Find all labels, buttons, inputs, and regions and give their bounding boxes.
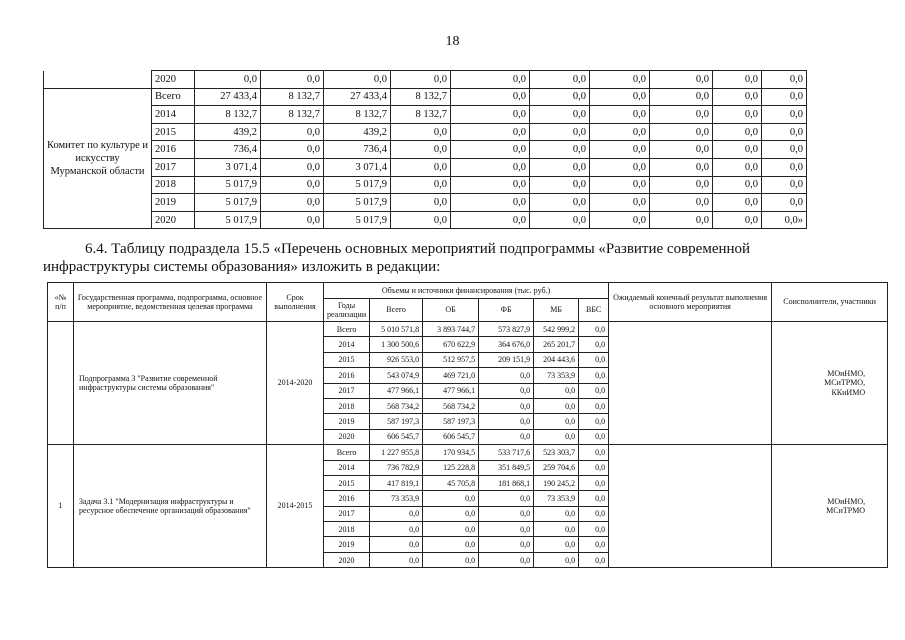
value-cell: 0,0	[451, 123, 530, 141]
value-cell: 8 132,7	[195, 106, 261, 124]
year-cell: 2015	[324, 475, 370, 490]
header-program: Государственная программа, подпрограмма, основное мероприятие, ведомственная целевая программа	[74, 283, 267, 322]
value-cell: 5 017,9	[195, 176, 261, 194]
value-cell: 0,0	[713, 88, 762, 106]
year-cell: 2014	[324, 337, 370, 352]
value-cell: 5 017,9	[324, 176, 391, 194]
value-cell: 0,0	[713, 123, 762, 141]
value-cell: 8 132,7	[391, 88, 451, 106]
header-financing: Объемы и источники финансирования (тыс. руб.)	[324, 283, 609, 299]
year-cell: Всего	[324, 445, 370, 460]
amendment-paragraph	[43, 240, 861, 276]
value-cell: 3 893 744,7	[423, 322, 479, 337]
value-cell: 351 849,5	[479, 460, 534, 475]
value-cell: 0,0	[579, 475, 609, 490]
executors-cell: МОиНМО, МСиТРМО, ККиИМО	[772, 322, 888, 445]
section-number	[48, 322, 74, 445]
value-cell: 0,0	[370, 537, 423, 552]
table-row	[44, 176, 807, 194]
year-cell: 2014	[324, 460, 370, 475]
table-row	[44, 141, 807, 159]
value-cell: 0,0	[479, 414, 534, 429]
table-row	[44, 123, 807, 141]
value-cell: 0,0	[579, 414, 609, 429]
value-cell: 0,0	[762, 88, 807, 106]
value-cell: 0,0	[195, 71, 261, 89]
value-cell: 0,0	[762, 158, 807, 176]
year-cell: 2020	[152, 71, 195, 89]
value-cell: 0,0	[762, 106, 807, 124]
value-cell: 0,0	[261, 194, 324, 212]
value-cell: 0,0	[423, 491, 479, 506]
value-cell: 0,0	[590, 211, 650, 229]
value-cell: 0,0	[590, 194, 650, 212]
year-cell: 2017	[324, 506, 370, 521]
value-cell: 0,0	[579, 445, 609, 460]
year-cell: 2014	[152, 106, 195, 124]
value-cell: 0,0	[370, 522, 423, 537]
year-cell: 2020	[324, 429, 370, 444]
value-cell: 0,0	[534, 537, 579, 552]
year-cell: 2020	[152, 211, 195, 229]
section-number: 1	[48, 445, 74, 568]
value-cell: 0,0	[650, 71, 713, 89]
value-cell: 469 721,0	[423, 368, 479, 383]
value-cell: 0,0	[479, 383, 534, 398]
value-cell: 0,0	[534, 429, 579, 444]
value-cell: 0,0	[713, 158, 762, 176]
value-cell: 736,4	[324, 141, 391, 159]
value-cell: 0,0	[530, 71, 590, 89]
value-cell: 0,0	[579, 322, 609, 337]
value-cell: 1 227 955,8	[370, 445, 423, 460]
value-cell: 0,0	[713, 106, 762, 124]
year-cell: 2017	[324, 383, 370, 398]
value-cell: 45 705,8	[423, 475, 479, 490]
value-cell: 0,0	[650, 141, 713, 159]
year-cell: 2016	[324, 368, 370, 383]
value-cell: 0,0	[534, 552, 579, 567]
value-cell: 523 303,7	[534, 445, 579, 460]
year-cell: 2019	[152, 194, 195, 212]
value-cell: 0,0	[534, 506, 579, 521]
value-cell: 0,0	[530, 194, 590, 212]
value-cell: 0,0	[579, 352, 609, 367]
value-cell: 0,0»	[762, 211, 807, 229]
value-cell: 0,0	[479, 552, 534, 567]
value-cell: 0,0	[423, 522, 479, 537]
value-cell: 926 553,0	[370, 352, 423, 367]
value-cell: 0,0	[479, 429, 534, 444]
value-cell: 0,0	[530, 123, 590, 141]
year-cell: 2016	[324, 491, 370, 506]
value-cell: 0,0	[370, 552, 423, 567]
value-cell: 0,0	[534, 522, 579, 537]
value-cell: 0,0	[423, 506, 479, 521]
paragraph-line-2: инфраструктуры системы образования» изложить в редакции:	[43, 259, 441, 275]
value-cell: 0,0	[391, 141, 451, 159]
value-cell: 0,0	[391, 158, 451, 176]
value-cell: 439,2	[324, 123, 391, 141]
value-cell: 0,0	[762, 141, 807, 159]
value-cell: 5 017,9	[195, 211, 261, 229]
value-cell: 0,0	[530, 176, 590, 194]
value-cell: 439,2	[195, 123, 261, 141]
year-cell: 2018	[324, 522, 370, 537]
table-row	[44, 71, 807, 89]
value-cell: 0,0	[579, 383, 609, 398]
value-cell: 573 827,9	[479, 322, 534, 337]
value-cell: 0,0	[530, 141, 590, 159]
value-cell: 8 132,7	[261, 88, 324, 106]
value-cell: 204 443,6	[534, 352, 579, 367]
expected-result-cell	[609, 445, 772, 568]
value-cell: 73 353,9	[370, 491, 423, 506]
header-total: Всего	[370, 299, 423, 322]
value-cell: 364 676,0	[479, 337, 534, 352]
year-cell: 2019	[324, 537, 370, 552]
header-fb: ФБ	[479, 299, 534, 322]
value-cell: 0,0	[423, 552, 479, 567]
value-cell: 0,0	[534, 383, 579, 398]
empty-cell	[44, 71, 152, 89]
value-cell: 0,0	[261, 141, 324, 159]
value-cell: 0,0	[451, 106, 530, 124]
value-cell: 0,0	[590, 123, 650, 141]
table-row	[44, 106, 807, 124]
value-cell: 0,0	[530, 88, 590, 106]
value-cell: 0,0	[479, 368, 534, 383]
value-cell: 0,0	[713, 141, 762, 159]
value-cell: 0,0	[579, 537, 609, 552]
value-cell: 0,0	[391, 71, 451, 89]
section-name: Подпрограмма 3 "Развитие современной инфраструктуры системы образования"	[74, 322, 267, 445]
value-cell: 0,0	[590, 71, 650, 89]
year-cell: Всего	[152, 88, 195, 106]
value-cell: 0,0	[590, 158, 650, 176]
value-cell: 0,0	[590, 141, 650, 159]
value-cell: 0,0	[650, 88, 713, 106]
year-cell: 2018	[324, 398, 370, 413]
value-cell: 0,0	[261, 176, 324, 194]
value-cell: 0,0	[762, 176, 807, 194]
header-ob: ОБ	[423, 299, 479, 322]
year-cell: Всего	[324, 322, 370, 337]
table2-header-row-1	[48, 283, 888, 299]
value-cell: 0,0	[451, 71, 530, 89]
value-cell: 587 197,3	[423, 414, 479, 429]
value-cell: 533 717,6	[479, 445, 534, 460]
value-cell: 0,0	[579, 491, 609, 506]
value-cell: 0,0	[650, 106, 713, 124]
value-cell: 542 999,2	[534, 322, 579, 337]
value-cell: 73 353,9	[534, 491, 579, 506]
value-cell: 0,0	[579, 368, 609, 383]
table-row	[48, 322, 888, 337]
value-cell: 736,4	[195, 141, 261, 159]
value-cell: 181 868,1	[479, 475, 534, 490]
year-cell: 2016	[152, 141, 195, 159]
value-cell: 0,0	[579, 506, 609, 521]
section-name: Задача 3.1 "Модернизация инфраструктуры и ресурсное обеспечение организаций образования"	[74, 445, 267, 568]
value-cell: 0,0	[650, 194, 713, 212]
subprogram-measures-table	[47, 282, 888, 568]
value-cell: 0,0	[534, 398, 579, 413]
value-cell: 0,0	[451, 141, 530, 159]
value-cell: 477 966,1	[423, 383, 479, 398]
value-cell: 5 010 571,8	[370, 322, 423, 337]
value-cell: 8 132,7	[261, 106, 324, 124]
value-cell: 0,0	[479, 522, 534, 537]
value-cell: 0,0	[451, 176, 530, 194]
value-cell: 8 132,7	[324, 106, 391, 124]
value-cell: 670 622,9	[423, 337, 479, 352]
value-cell: 0,0	[451, 194, 530, 212]
year-cell: 2017	[152, 158, 195, 176]
value-cell: 0,0	[261, 71, 324, 89]
value-cell: 170 934,5	[423, 445, 479, 460]
value-cell: 512 957,5	[423, 352, 479, 367]
value-cell: 0,0	[590, 106, 650, 124]
header-executors: Соисполнители, участники	[772, 283, 888, 322]
value-cell: 0,0	[451, 88, 530, 106]
value-cell: 0,0	[534, 414, 579, 429]
value-cell: 0,0	[261, 158, 324, 176]
value-cell: 5 017,9	[324, 194, 391, 212]
value-cell: 0,0	[479, 398, 534, 413]
value-cell: 0,0	[650, 211, 713, 229]
year-cell: 2020	[324, 552, 370, 567]
value-cell: 0,0	[650, 176, 713, 194]
value-cell: 0,0	[579, 552, 609, 567]
organization-cell: Комитет по культуре и искусству Мурманской области	[44, 88, 152, 229]
value-cell: 27 433,4	[324, 88, 391, 106]
value-cell: 0,0	[324, 71, 391, 89]
header-vbs: ВБС	[579, 299, 609, 322]
value-cell: 0,0	[479, 506, 534, 521]
value-cell: 0,0	[713, 176, 762, 194]
value-cell: 0,0	[261, 211, 324, 229]
value-cell: 606 545,7	[423, 429, 479, 444]
value-cell: 209 151,9	[479, 352, 534, 367]
culture-committee-table	[43, 70, 807, 229]
value-cell: 0,0	[713, 71, 762, 89]
value-cell: 587 197,3	[370, 414, 423, 429]
value-cell: 125 228,8	[423, 460, 479, 475]
table-row	[48, 445, 888, 460]
value-cell: 259 704,6	[534, 460, 579, 475]
value-cell: 1 300 500,6	[370, 337, 423, 352]
value-cell: 0,0	[579, 429, 609, 444]
value-cell: 0,0	[579, 398, 609, 413]
value-cell: 0,0	[479, 491, 534, 506]
table-row	[44, 88, 807, 106]
value-cell: 0,0	[451, 211, 530, 229]
value-cell: 477 966,1	[370, 383, 423, 398]
value-cell: 568 734,2	[423, 398, 479, 413]
paragraph-line-1: 6.4. Таблицу подраздела 15.5 «Перечень основных мероприятий подпрограммы «Развитие современной	[85, 241, 751, 257]
header-years: Годы реализации	[324, 299, 370, 322]
value-cell: 0,0	[391, 211, 451, 229]
value-cell: 27 433,4	[195, 88, 261, 106]
value-cell: 0,0	[713, 194, 762, 212]
section-term: 2014-2020	[267, 322, 324, 445]
value-cell: 0,0	[762, 123, 807, 141]
value-cell: 3 071,4	[195, 158, 261, 176]
header-mb: МБ	[534, 299, 579, 322]
value-cell: 568 734,2	[370, 398, 423, 413]
table-row	[44, 194, 807, 212]
value-cell: 0,0	[579, 522, 609, 537]
section-term: 2014-2015	[267, 445, 324, 568]
value-cell: 0,0	[370, 506, 423, 521]
value-cell: 0,0	[423, 537, 479, 552]
header-term: Срок выполнения	[267, 283, 324, 322]
value-cell: 0,0	[579, 460, 609, 475]
value-cell: 5 017,9	[195, 194, 261, 212]
value-cell: 0,0	[713, 211, 762, 229]
value-cell: 0,0	[590, 88, 650, 106]
value-cell: 190 245,2	[534, 475, 579, 490]
executors-cell: МОиНМО, МСиТРМО	[772, 445, 888, 568]
value-cell: 0,0	[479, 537, 534, 552]
value-cell: 3 071,4	[324, 158, 391, 176]
value-cell: 736 782,9	[370, 460, 423, 475]
header-num: «№ п/п	[48, 283, 74, 322]
year-cell: 2018	[152, 176, 195, 194]
value-cell: 0,0	[391, 176, 451, 194]
value-cell: 0,0	[762, 71, 807, 89]
value-cell: 417 819,1	[370, 475, 423, 490]
value-cell: 606 545,7	[370, 429, 423, 444]
value-cell: 0,0	[451, 158, 530, 176]
value-cell: 8 132,7	[391, 106, 451, 124]
value-cell: 0,0	[650, 123, 713, 141]
value-cell: 0,0	[530, 106, 590, 124]
value-cell: 0,0	[391, 123, 451, 141]
year-cell: 2015	[324, 352, 370, 367]
value-cell: 265 201,7	[534, 337, 579, 352]
year-cell: 2015	[152, 123, 195, 141]
value-cell: 0,0	[261, 123, 324, 141]
value-cell: 0,0	[650, 158, 713, 176]
value-cell: 543 074,9	[370, 368, 423, 383]
header-result: Ожидаемый конечный результат выполнения основного мероприятия	[609, 283, 772, 322]
value-cell: 0,0	[579, 337, 609, 352]
value-cell: 5 017,9	[324, 211, 391, 229]
value-cell: 0,0	[530, 158, 590, 176]
value-cell: 0,0	[530, 211, 590, 229]
value-cell: 0,0	[762, 194, 807, 212]
page-number: 18	[445, 34, 460, 49]
value-cell: 0,0	[391, 194, 451, 212]
value-cell: 73 353,9	[534, 368, 579, 383]
expected-result-cell	[609, 322, 772, 445]
table-row	[44, 211, 807, 229]
year-cell: 2019	[324, 414, 370, 429]
value-cell: 0,0	[590, 176, 650, 194]
table-row	[44, 158, 807, 176]
